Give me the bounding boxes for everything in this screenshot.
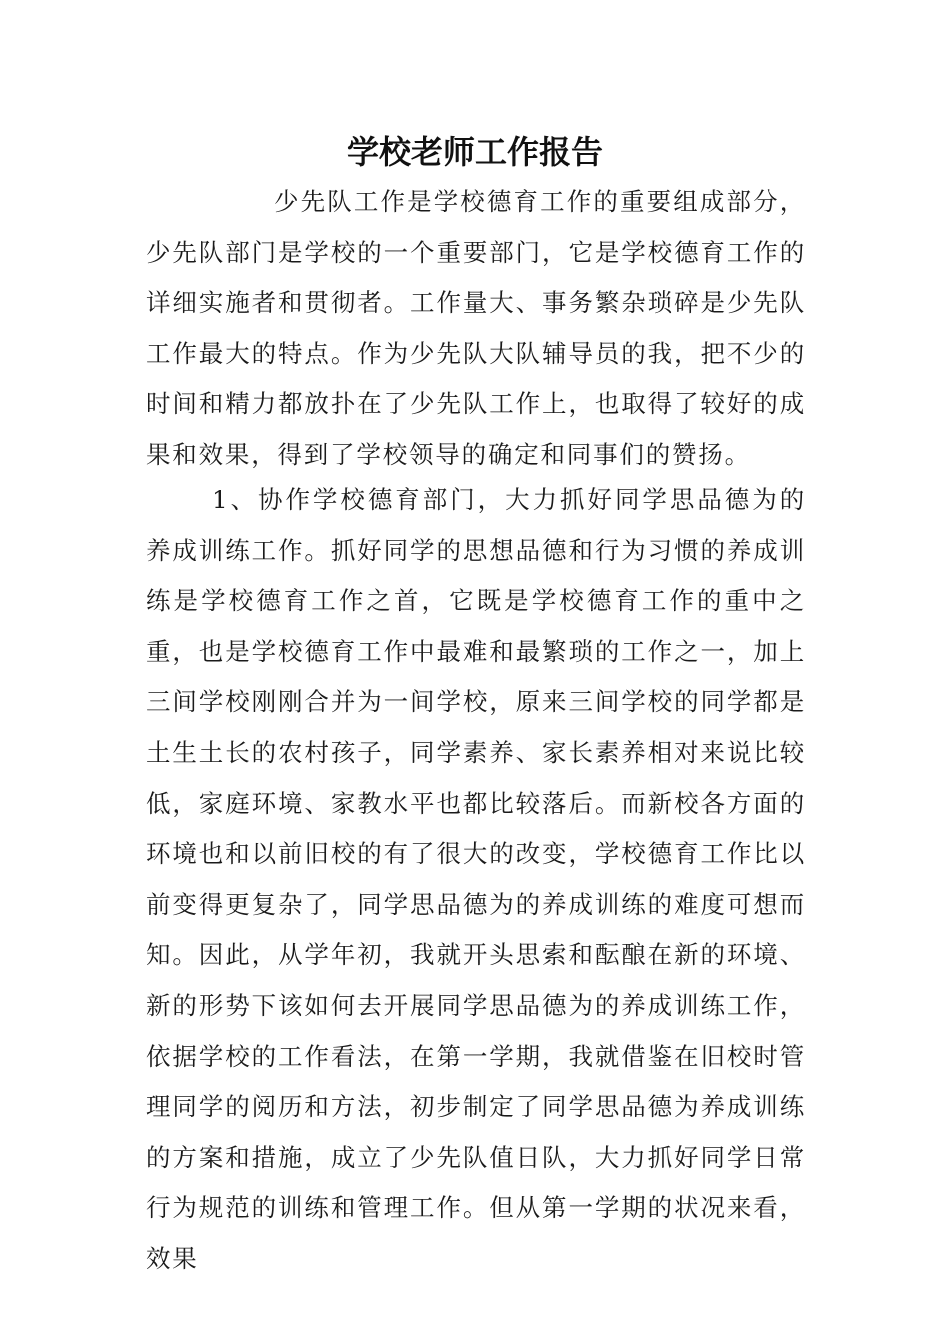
paragraph-section-1: 1、协作学校德育部门，大力抓好同学思品德为的养成训练工作。抓好同学的思想品德和行为习惯的养成训练是学校德育工作之首，它既是学校德育工作的重中之重，也是学校德育工作中最难和最繁琐的工作之一，加上三间学校刚刚合并为一间学校，原来三间学校的同学都是土生土长的农村孩子，同学素养、家长素养相对来说比较低，家庭环境、家教水平也都比较落后。而新校各方面的环境也和以前旧校的有了很大的改变，学校德育工作比以前变得更复杂了，同学思品德为的养成训练的难度可想而知。因此，从学年初，我就开头思索和酝酿在新的环境、新的形势下该如何去开展同学思品德为的养成训练工作，依据学校的工作看法，在第一学期，我就借鉴在旧校时管理同学的阅历和方法，初步制定了同学思品德为养成训练的方案和措施，成立了少先队值日队，大力抓好同学日常行为规范的训练和管理工作。但从第一学期的状况来看，效果 [146,485,806,1273]
paragraph-intro: 少先队工作是学校德育工作的重要组成部分，少先队部门是学校的一个重要部门，它是学校德育工作的详细实施者和贯彻者。工作量大、事务繁杂琐碎是少先队工作最大的特点。作为少先队大队辅导员的我，把不少的时间和精力都放扑在了少先队工作上，也取得了较好的成果和效果，得到了学校领导的确定和同事们的赞扬。 [146,187,806,469]
document-title: 学校老师工作报告 [346,133,603,171]
